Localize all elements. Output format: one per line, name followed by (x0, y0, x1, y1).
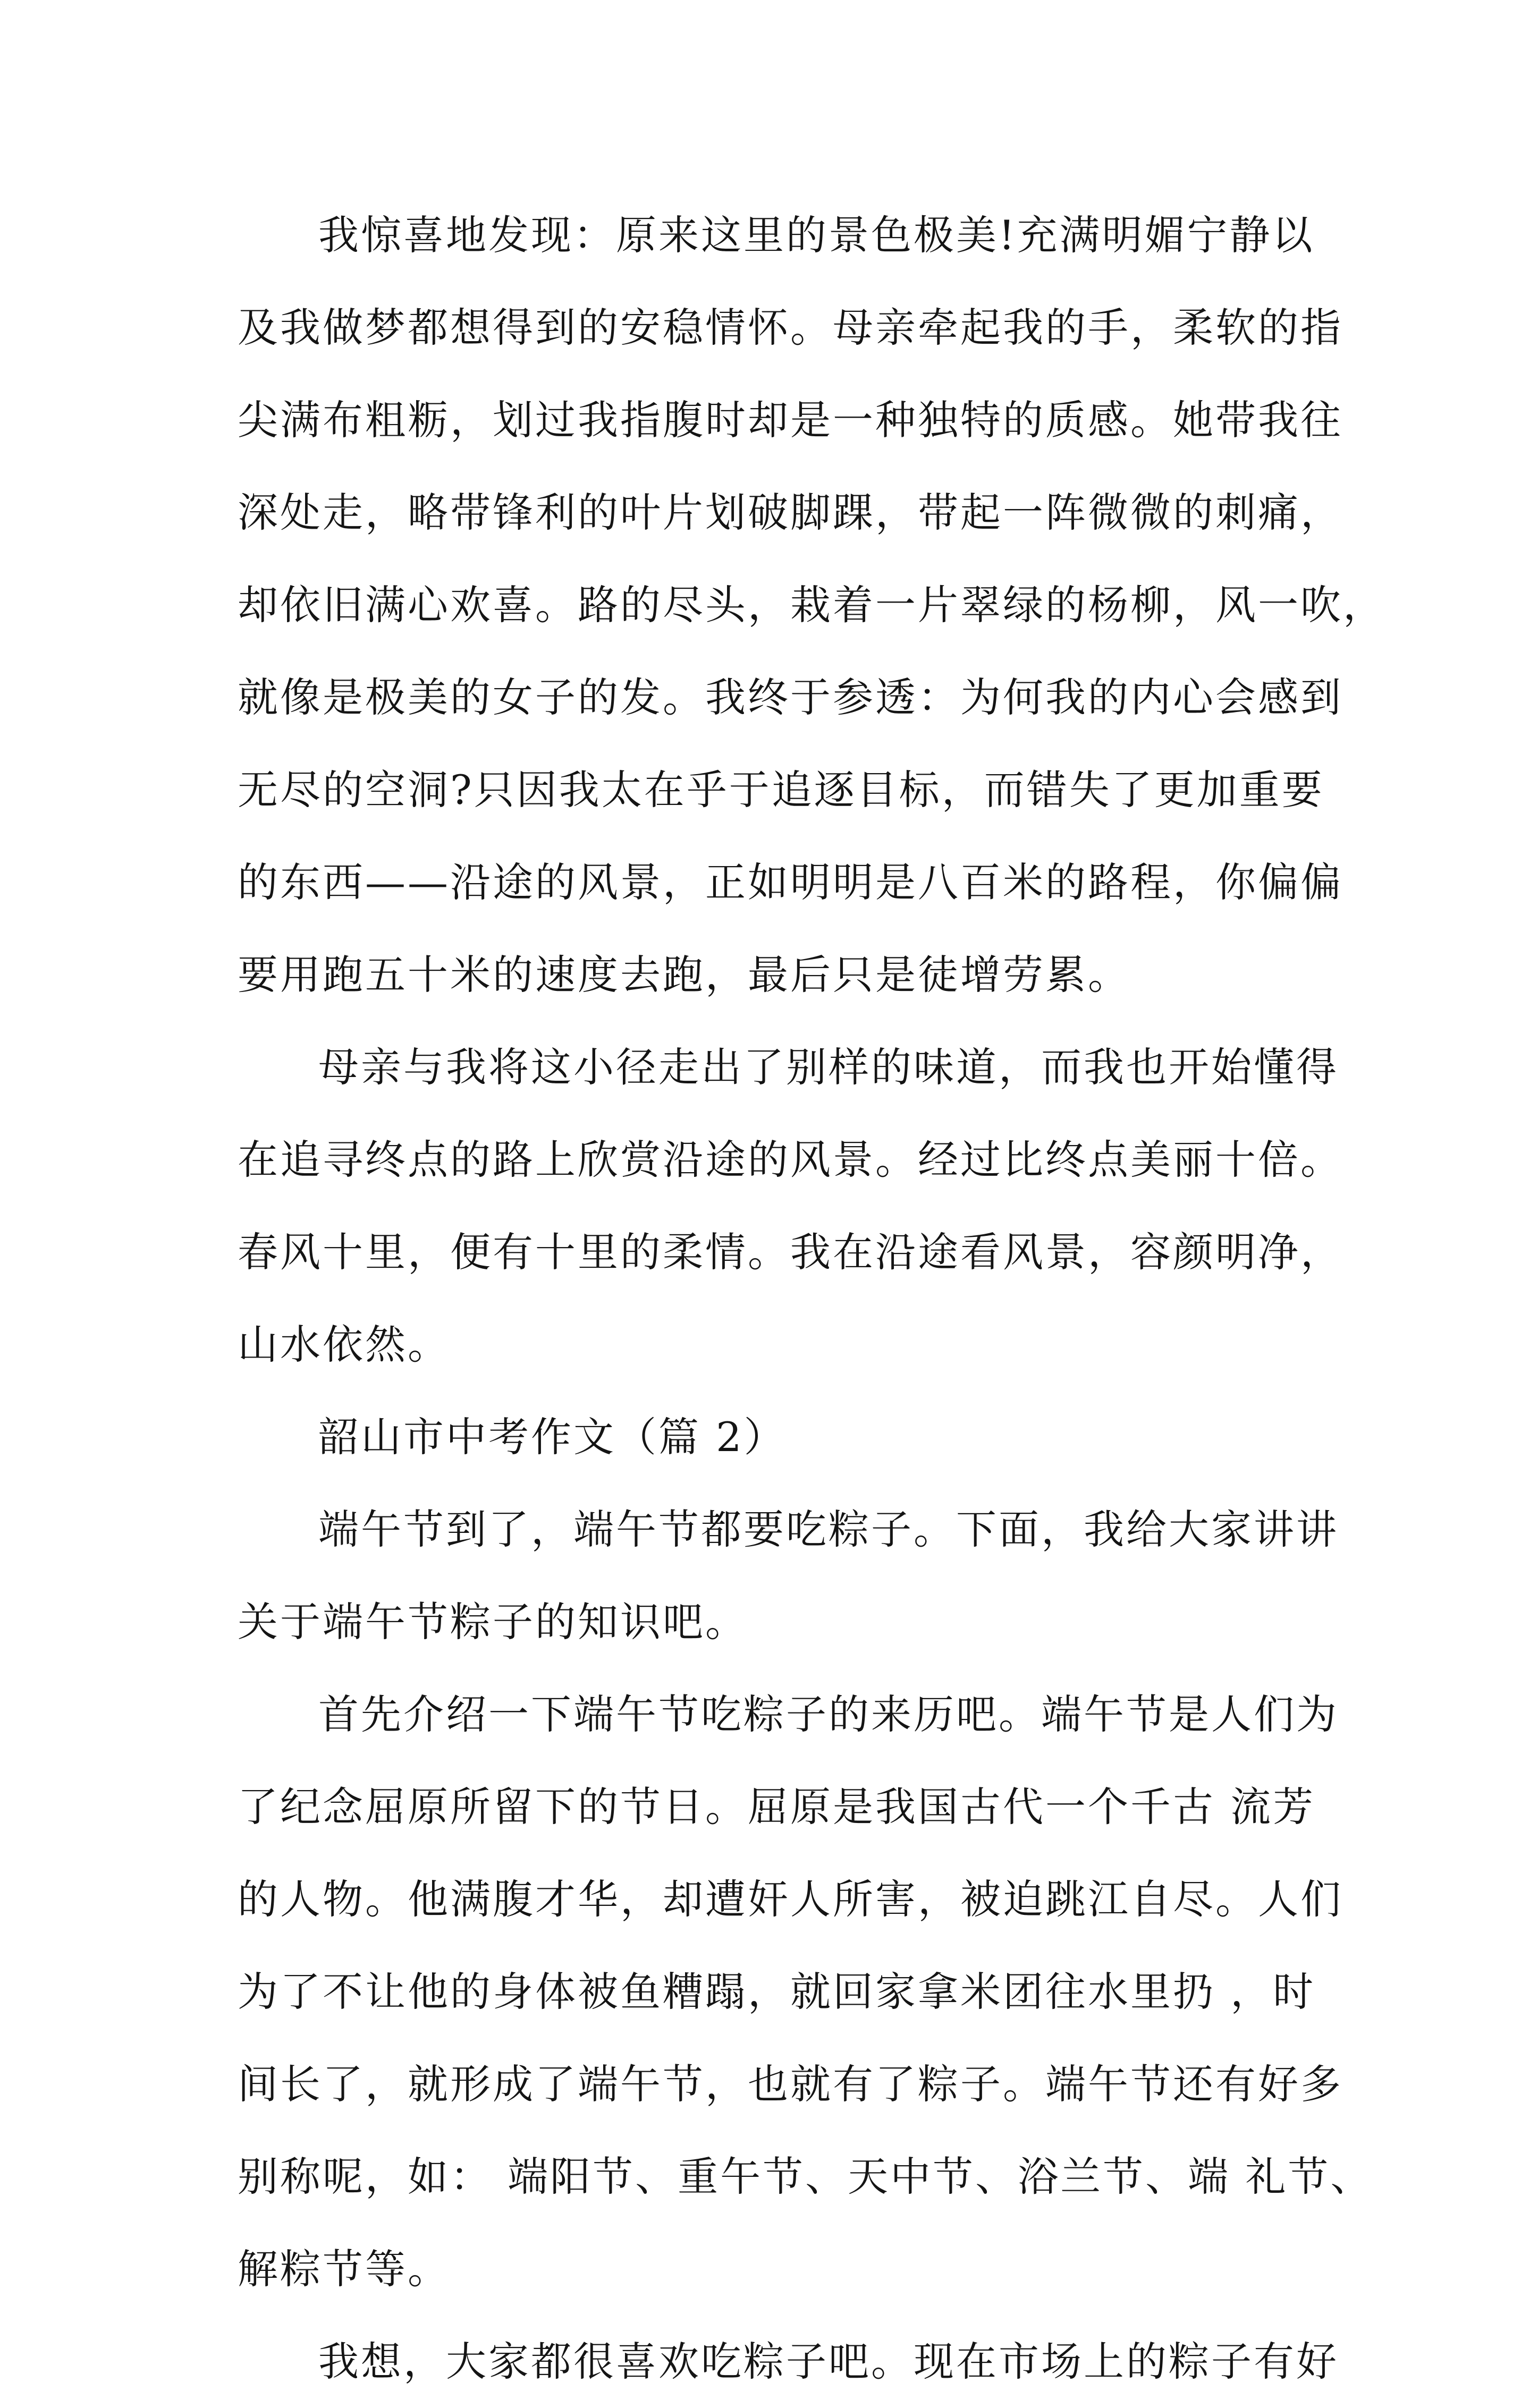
text-line: 我惊喜地发现：原来这里的景色极美!充满明媚宁静以 (318, 211, 1315, 259)
text-line: 间长了，就形成了端午节，也就有了粽子。端午节还有好多 (238, 2061, 1343, 2108)
text-line: 的人物。他满腹才华，却遭奸人所害，被迫跳江自尽。人们 (238, 1876, 1343, 1923)
text-line: 要用跑五十米的速度去跑，最后只是徒增劳累。 (238, 951, 1130, 998)
section-heading: 韶山市中考作文（篇 2） (318, 1413, 787, 1461)
text-line: 及我做梦都想得到的安稳情怀。母亲牵起我的手，柔软的指 (238, 304, 1343, 351)
text-line: 首先介绍一下端午节吃粽子的来历吧。端午节是人们为 (318, 1691, 1339, 1738)
text-line: 关于端午节粽子的知识吧。 (238, 1598, 748, 1646)
text-line: 别称呢，如： 端阳节、重午节、天中节、浴兰节、端 礼节、 (238, 2153, 1373, 2200)
text-line: 无尽的空洞?只因我太在乎于追逐目标，而错失了更加重要 (238, 766, 1324, 813)
text-line: 的东西——沿途的风景，正如明明是八百米的路程，你偏偏 (238, 859, 1343, 906)
text-line: 就像是极美的女子的发。我终于参透：为何我的内心会感到 (238, 674, 1343, 721)
text-line: 春风十里，便有十里的柔情。我在沿途看风景，容颜明净， (238, 1228, 1343, 1276)
text-line: 解粽节等。 (238, 2245, 450, 2293)
text-line: 了纪念屈原所留下的节日。屈原是我国古代一个千古 流芳 (238, 1783, 1316, 1830)
text-line: 尖满布粗粝，划过我指腹时却是一种独特的质感。她带我往 (238, 396, 1343, 444)
document-body (238, 189, 1385, 2408)
text-line: 深处走，略带锋利的叶片划破脚踝，带起一阵微微的刺痛， (238, 489, 1343, 536)
text-line: 为了不让他的身体被鱼糟蹋，就回家拿米团往水里扔 ，时 (238, 1968, 1316, 2015)
text-line: 我想，大家都很喜欢吃粽子吧。现在市场上的粽子有好 (318, 2338, 1339, 2385)
text-line: 却依旧满心欢喜。路的尽头，栽着一片翠绿的杨柳，风一吹， (238, 581, 1385, 629)
text-line: 山水依然。 (238, 1321, 450, 1368)
text-line: 母亲与我将这小径走出了别样的味道，而我也开始懂得 (318, 1044, 1339, 1091)
text-line: 端午节到了，端午节都要吃粽子。下面，我给大家讲讲 (318, 1506, 1339, 1553)
text-line: 在追寻终点的路上欣赏沿途的风景。经过比终点美丽十倍。 (238, 1136, 1343, 1183)
